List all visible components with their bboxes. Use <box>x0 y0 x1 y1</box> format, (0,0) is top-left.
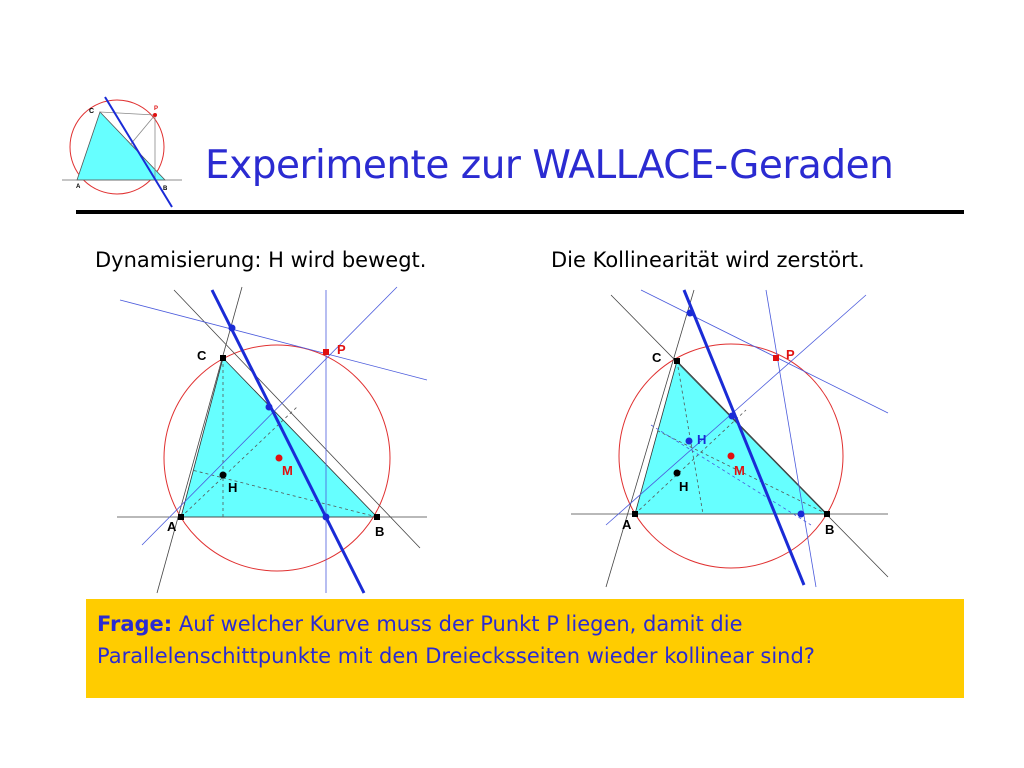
wallace-point-3 <box>323 514 330 521</box>
label-h: H <box>679 479 689 494</box>
triangle-abc <box>635 361 827 514</box>
label-p: P <box>786 347 795 362</box>
label-h-moved: H <box>697 432 707 447</box>
label-b: B <box>375 524 385 539</box>
wallace-point-2 <box>266 404 273 411</box>
label-p: P <box>337 342 346 357</box>
vertex-c <box>220 355 226 361</box>
thumb-label-c: C <box>89 108 95 115</box>
thumb-gray-line-3 <box>130 115 155 145</box>
parallel-line-1 <box>120 300 427 380</box>
wallace-point-1 <box>229 325 236 332</box>
label-m: M <box>734 463 745 478</box>
point-h <box>220 472 227 479</box>
parallel-line-2 <box>766 290 816 587</box>
vertex-b <box>824 511 830 517</box>
slide-title: Experimente zur WALLACE-Geraden <box>205 143 894 188</box>
point-m <box>728 453 735 460</box>
question-box <box>86 599 964 698</box>
side-line-bc <box>611 295 888 577</box>
thumb-label-a: A <box>76 184 81 190</box>
label-m: M <box>282 463 293 478</box>
figure-right-diagram <box>566 285 892 590</box>
figure-left-diagram <box>112 285 432 595</box>
wallace-point-2 <box>729 413 736 420</box>
point-h <box>674 470 681 477</box>
caption-right: Die Kollinearität wird zerstört. <box>551 248 865 272</box>
point-m <box>276 455 283 462</box>
vertex-a <box>178 514 184 520</box>
vertex-b <box>374 514 380 520</box>
label-c: C <box>652 350 662 365</box>
question-line-1 <box>97 608 952 640</box>
vertex-a <box>632 511 638 517</box>
label-a: A <box>622 517 632 532</box>
caption-left: Dynamisierung: H wird bewegt. <box>95 248 427 272</box>
thumb-point-p <box>153 113 157 117</box>
wallace-point-1 <box>687 310 694 317</box>
label-c: C <box>197 348 207 363</box>
question-text-1: Auf welcher Kurve muss der Punkt P liegen, damit die <box>172 612 743 636</box>
wallace-point-3 <box>798 511 805 518</box>
question-lead: Frage: <box>97 612 173 636</box>
label-h: H <box>228 480 238 495</box>
triangle-abc <box>181 358 377 517</box>
thumb-gray-line <box>100 112 155 115</box>
point-h-moved <box>686 438 693 445</box>
point-p <box>323 349 329 355</box>
title-divider <box>76 210 964 214</box>
label-a: A <box>167 519 177 534</box>
question-line-2: Parallelenschittpunkte mit den Dreiecksseiten wieder kollinear sind? <box>97 644 815 668</box>
point-p <box>773 355 779 361</box>
thumb-label-p: P <box>154 106 159 112</box>
thumb-label-b: B <box>163 186 168 192</box>
vertex-c <box>674 358 680 364</box>
thumbnail-diagram <box>60 95 185 215</box>
label-b: B <box>825 522 835 537</box>
